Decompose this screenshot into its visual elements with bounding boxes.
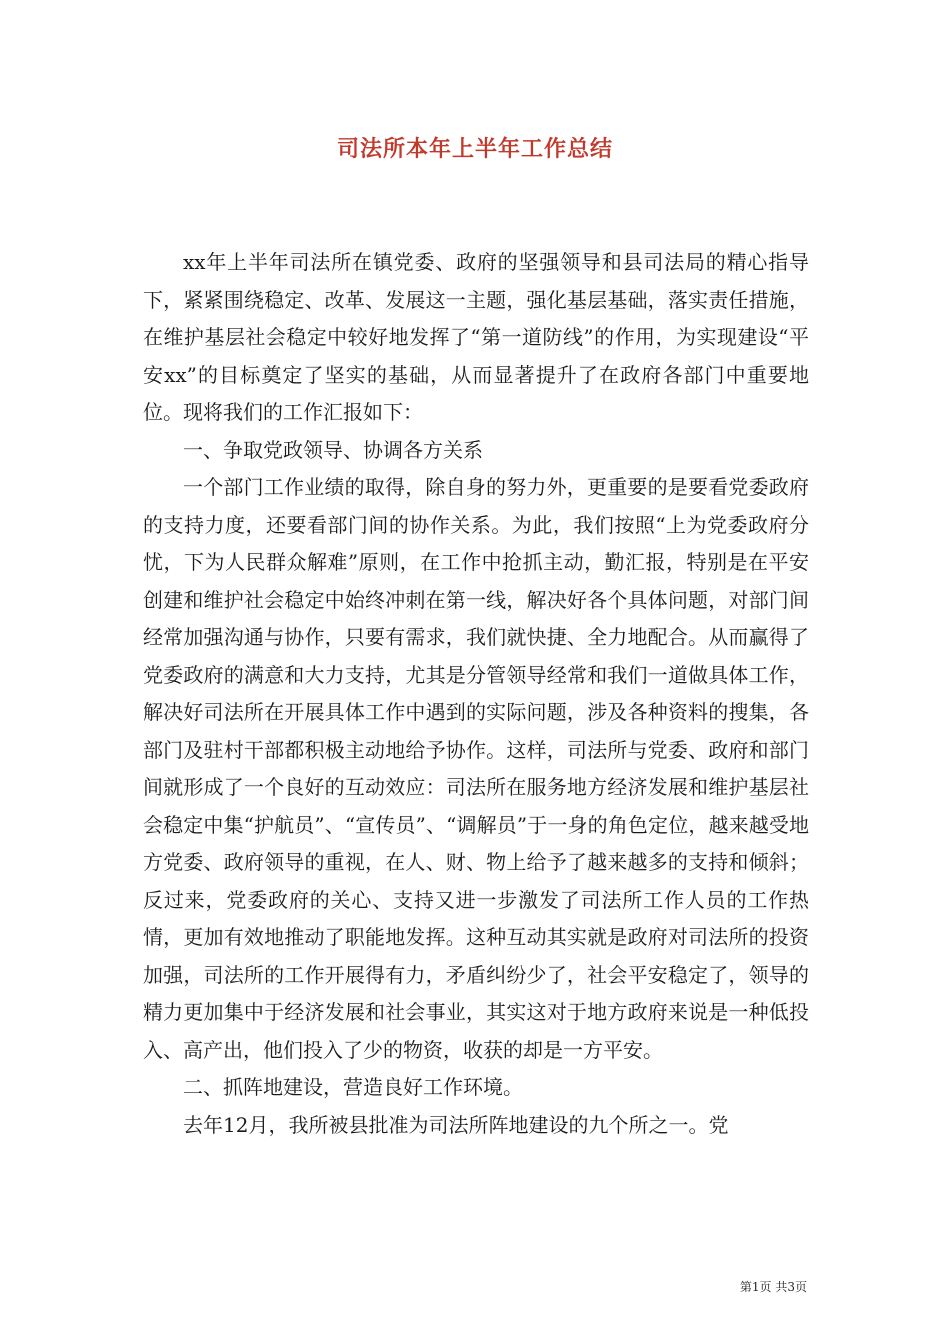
paragraph-section-1: 一个部门工作业绩的取得，除自身的努力外，更重要的是要看党委政府的支持力度，还要看部门间的协作关系。为此，我们按照“上为党委政府分忧，下为人民群众解难”原则，在工作中抢抓主动，勤汇报，特别是在平安创建和维护社会稳定中始终冲刺在第一线，解决好各个具体问题，对部门间经常加强沟通与协作，只要有需求，我们就快捷、全力地配合。从而赢得了党委政府的满意和大力支持，尤其是分管领导经常和我们一道做具体工作，解决好司法所在开展具体工作中遇到的实际问题，涉及各种资料的搜集，各部门及驻村干部都积极主动地给予协作。这样，司法所与党委、政府和部门间就形成了一个良好的互动效应：司法所在服务地方经济发展和维护基层社会稳定中集“护航员”、“宣传员”、“调解员”于一身的角色定位，越来越受地方党委、政府领导的重视，在人、财、物上给予了越来越多的支持和倾斜；反过来，党委政府的关心、支持又进一步激发了司法所工作人员的工作热情，更加有效地推动了职能地发挥。这种互动其实就是政府对司法所的投资加强，司法所的工作开展得有力，矛盾纠纷少了，社会平安稳定了，领导的精力更加集中于经济发展和社会事业，其实这对于地方政府来说是一种低投入、高产出，他们投入了少的物资，收获的却是一方平安。: [143, 475, 809, 1062]
document-body: [143, 244, 809, 1144]
page-number: 第1页 共3页: [739, 1280, 807, 1294]
section-heading-1: 一、争取党政领导、协调各方关系: [183, 437, 483, 462]
document-title: 司法所本年上半年工作总结: [336, 136, 613, 162]
paragraph-intro: xx年上半年司法所在镇党委、政府的坚强领导和县司法局的精心指导下，紧紧围绕稳定、改革、发展这一主题，强化基层基础，落实责任措施，在维护基层社会稳定中较好地发挥了“第一道防线”的作用，为实现建设“平安xx”的目标奠定了坚实的基础，从而显著提升了在政府各部门中重要地位。现将我们的工作汇报如下：: [143, 250, 809, 424]
section-heading-2: 二、抓阵地建设，营造良好工作环境。: [183, 1075, 523, 1099]
paragraph-section-2: 去年12月，我所被县批准为司法所阵地建设的九个所之一。党: [183, 1112, 729, 1137]
